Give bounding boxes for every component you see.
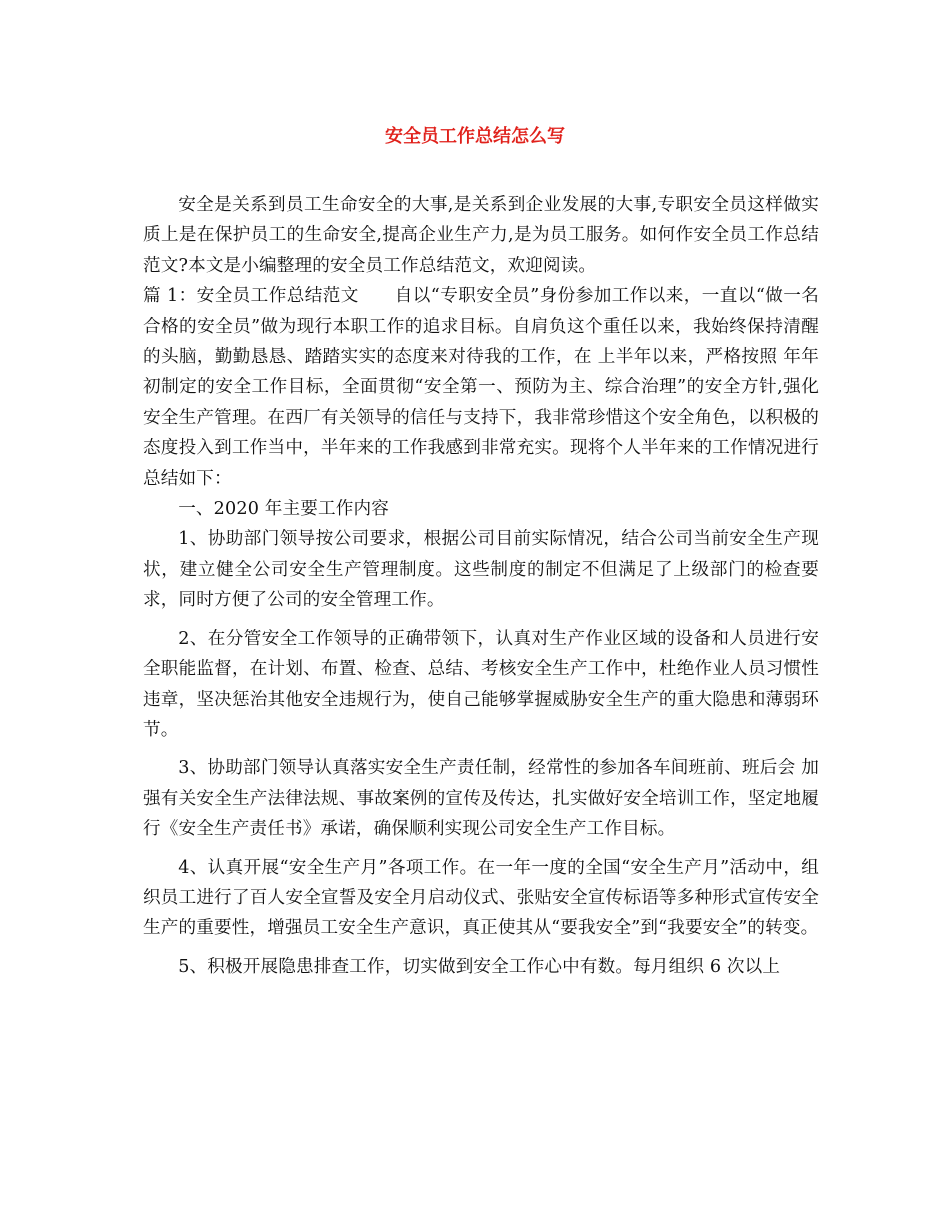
list-item-1: 1、协助部门领导按公司要求，根据公司目前实际情况，结合公司当前安全生产现状，建立健全公司安全生产管理制度。这些制度的制定不但满足了上级部门的检查要求，同时方便了公司的安全管理工作。 xyxy=(143,529,819,611)
document-title: 安全员工作总结怎么写 xyxy=(385,126,565,147)
section-heading: 一、2020 年主要工作内容 xyxy=(178,499,389,520)
document-body xyxy=(143,190,819,982)
list-item-4: 4、认真开展“安全生产月”各项工作。在一年一度的全国“安全生产月”活动中，组织员工进行了百人安全宣誓及安全月启动仪式、张贴安全宣传标语等多种形式宣传安全生产的重要性，增强员工安全生产意识，真正使其从“要我安全”到“我要安全”的转变。 xyxy=(143,857,819,939)
list-item-3: 3、协助部门领导认真落实安全生产责任制，经常性的参加各车间班前、班后会 加强有关安全生产法律法规、事故案例的宣传及传达，扎实做好安全培训工作，坚定地履行《安全生产责任书》承诺，确保顺利实现公司安全生产工作目标。 xyxy=(143,758,819,840)
intro-paragraph: 安全是关系到员工生命安全的大事,是关系到企业发展的大事,专职安全员这样做实质上是在保护员工的生命安全,提高企业生产力,是为员工服务。如何作安全员工作总结范文?本文是小编整理的安全员工作总结范文，欢迎阅读。 xyxy=(143,195,819,276)
article-1-paragraph: 篇 1：安全员工作总结范文 自以“专职安全员”身份参加工作以来，一直以“做一名合格的安全员”做为现行本职工作的追求目标。自肩负这个重任以来，我始终保持清醒的头脑，勤勤恳恳、踏踏实实的态度来对待我的工作，在 上半年以来，严格按照 年年初制定的安全工作目标，全面贯彻“安全第一、预防为主、综合治理”的安全方针,强化安全生产管理。在西厂有关领导的信任与支持下，我非常珍惜这个安全角色，以积极的态度投入到工作当中，半年来的工作我感到非常充实。现将个人半年来的工作情况进行总结如下： xyxy=(143,286,819,489)
list-item-2: 2、在分管安全工作领导的正确带领下，认真对生产作业区域的设备和人员进行安全职能监督，在计划、布置、检查、总结、考核安全生产工作中，杜绝作业人员习惯性违章，坚决惩治其他安全违规行为，使自己能够掌握威胁安全生产的重大隐患和薄弱环节。 xyxy=(143,628,819,740)
list-item-5: 5、积极开展隐患排查工作，切实做到安全工作心中有数。每月组织 6 次以上 xyxy=(178,956,781,977)
